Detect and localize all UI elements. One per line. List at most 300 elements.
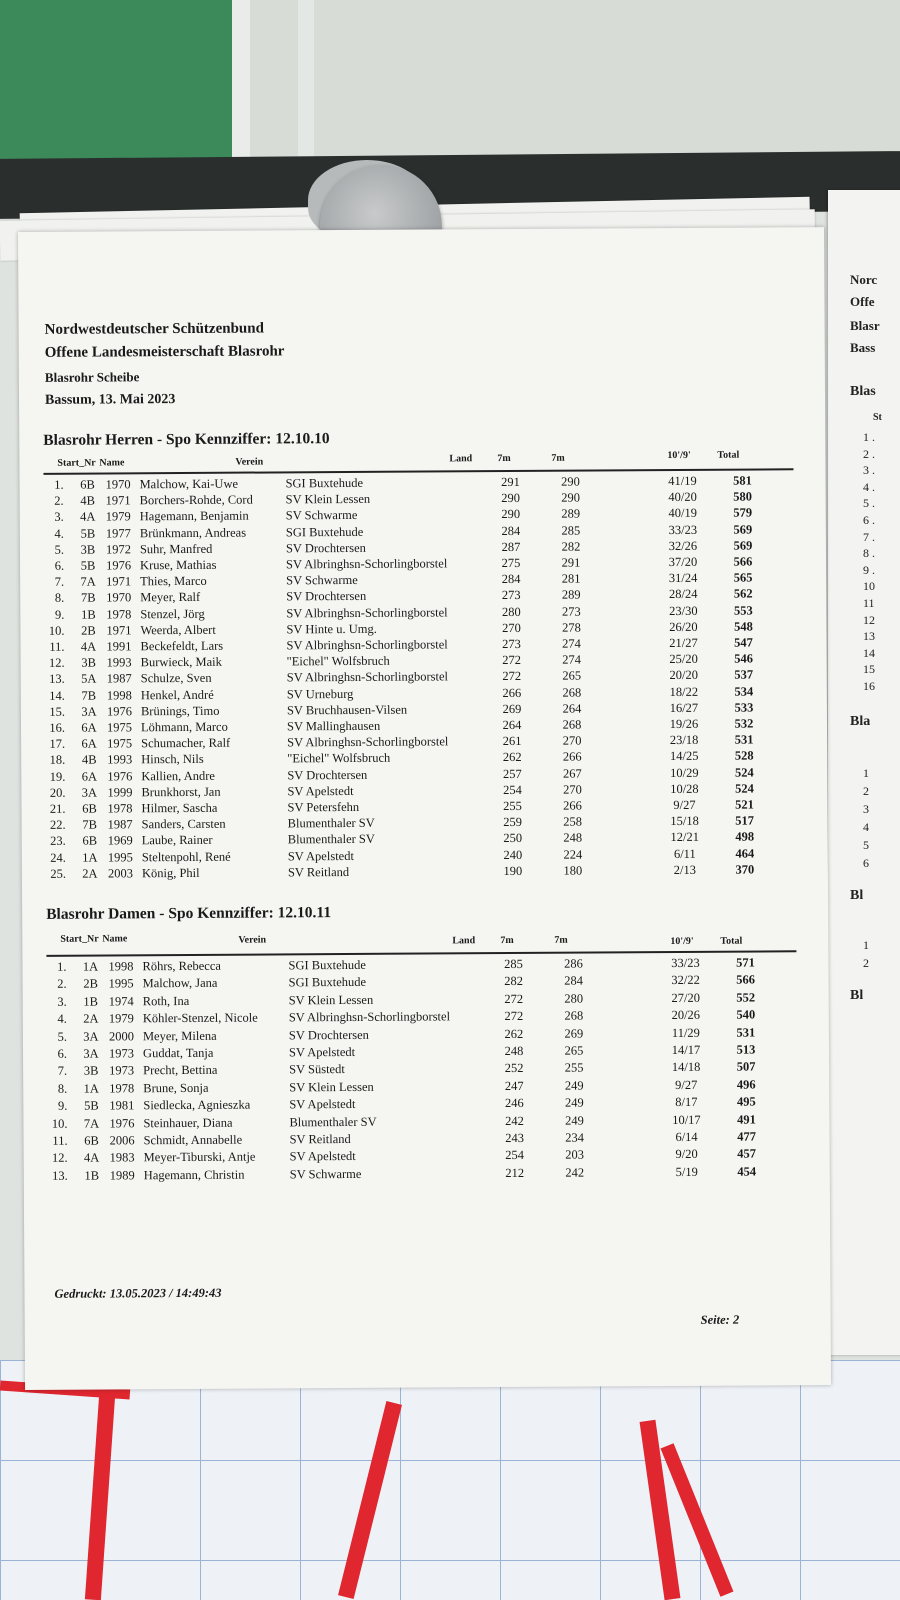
score-7m-a-cell: 259 — [503, 815, 523, 830]
birth-year-cell: 1993 — [107, 752, 133, 767]
club-cell: SV Hinte u. Umg. — [286, 621, 377, 637]
name-cell: Schumacher, Ralf — [141, 735, 231, 751]
tens-nines-cell: 20/20 — [669, 668, 698, 683]
rank-cell: 15. — [49, 704, 65, 719]
tens-nines-cell: 14/25 — [669, 749, 699, 764]
score-7m-a-cell: 190 — [503, 863, 523, 878]
adjacent-sheet-text: Bl — [850, 988, 864, 1003]
club-cell: SV Apelstedt — [288, 1044, 356, 1060]
start-number-cell: 4A — [80, 509, 96, 525]
club-cell: SV Klein Lessen — [289, 1079, 374, 1095]
club-cell: SV Apelstedt — [289, 1149, 356, 1164]
col-7m-a: 7m — [500, 934, 514, 947]
total-cell: 524 — [734, 781, 754, 796]
birth-year-cell: 1976 — [105, 558, 132, 573]
birth-year-cell: 1983 — [109, 1150, 135, 1165]
tens-nines-cell: 23/30 — [669, 603, 698, 618]
name-cell: Steltenpohl, René — [141, 849, 231, 864]
birth-year-cell: 1979 — [108, 1011, 134, 1026]
start-number-cell: 5B — [80, 558, 96, 573]
tens-nines-cell: 20/26 — [671, 1008, 701, 1023]
score-7m-b-cell: 268 — [564, 1008, 584, 1023]
rank-cell: 23. — [50, 834, 66, 849]
club-cell: "Eichel" Wolfsbruch — [286, 653, 390, 669]
start-number-cell: 2A — [82, 866, 98, 881]
tens-nines-cell: 25/20 — [669, 652, 698, 667]
adjacent-sheet-text: Bla — [850, 714, 871, 729]
adjacent-sheet-number: 16 — [863, 679, 875, 693]
rank-cell: 18. — [49, 753, 66, 768]
start-number-cell: 6A — [81, 720, 97, 735]
col-land: Land — [452, 935, 476, 947]
club-cell: SV Klein Lessen — [288, 992, 374, 1008]
start-number-cell: 3A — [83, 1029, 99, 1044]
score-7m-b-cell: 284 — [564, 973, 584, 989]
score-7m-a-cell: 287 — [501, 539, 521, 554]
score-7m-a-cell: 284 — [501, 523, 521, 538]
birth-year-cell: 2000 — [108, 1028, 134, 1044]
score-7m-b-cell: 281 — [561, 571, 581, 586]
rank-cell: 3. — [57, 994, 67, 1009]
club-cell: SGI Buxtehude — [288, 975, 367, 990]
total-cell: 534 — [734, 684, 754, 699]
score-7m-b-cell: 289 — [561, 587, 581, 603]
name-cell: Weerda, Albert — [140, 622, 216, 638]
tens-nines-cell: 32/26 — [668, 538, 698, 553]
score-7m-a-cell: 254 — [502, 782, 522, 797]
adjacent-sheet-number: 4 — [863, 820, 869, 834]
birth-year-cell: 1987 — [107, 817, 133, 832]
total-cell: 548 — [734, 619, 753, 634]
total-cell: 569 — [733, 522, 753, 537]
adjacent-sheet-number: 3 . — [863, 463, 875, 478]
name-cell: Borchers-Rohde, Cord — [139, 492, 253, 508]
club-cell: SV Albringhsn-Schorlingborstel — [286, 637, 448, 653]
rank-cell: 8. — [57, 1081, 68, 1096]
birth-year-cell: 1998 — [106, 687, 132, 703]
background-frame-post — [298, 0, 314, 160]
birth-year-cell: 1987 — [106, 671, 132, 686]
tens-nines-cell: 15/18 — [670, 814, 699, 829]
adjacent-sheet-text: St — [873, 412, 882, 423]
total-cell: 531 — [734, 732, 754, 747]
score-7m-b-cell: 282 — [561, 539, 581, 554]
birth-year-cell: 1971 — [105, 493, 131, 508]
tens-nines-cell: 14/17 — [671, 1042, 701, 1058]
score-7m-a-cell: 270 — [502, 620, 521, 635]
rank-cell: 11. — [49, 639, 65, 654]
tens-nines-cell: 12/21 — [670, 830, 699, 845]
score-7m-a-cell: 290 — [501, 491, 521, 506]
start-number-cell: 3B — [80, 542, 96, 557]
score-7m-b-cell: 248 — [563, 830, 583, 846]
adjacent-sheet-number: 14 — [863, 645, 875, 660]
birth-year-cell: 1977 — [105, 525, 131, 541]
rank-cell: 6. — [57, 1046, 68, 1061]
total-cell: 532 — [734, 716, 754, 731]
score-7m-a-cell: 262 — [504, 1026, 524, 1041]
name-cell: Guddat, Tanja — [142, 1045, 214, 1061]
score-7m-b-cell: 266 — [563, 798, 582, 813]
name-cell: Meyer, Milena — [142, 1028, 217, 1043]
total-cell: 537 — [734, 667, 754, 683]
tens-nines-cell: 16/27 — [669, 700, 699, 715]
score-7m-b-cell: 255 — [564, 1060, 584, 1076]
score-7m-a-cell: 257 — [502, 766, 522, 781]
col-ratio: 10'/9' — [667, 449, 691, 462]
birth-year-cell: 1989 — [109, 1168, 135, 1183]
total-cell: 454 — [737, 1164, 757, 1179]
birth-year-cell: 1970 — [106, 590, 132, 605]
total-cell: 547 — [734, 635, 753, 650]
start-number-cell: 6B — [82, 833, 98, 849]
name-cell: Siedlecka, Agnieszka — [143, 1097, 251, 1113]
score-7m-a-cell: 280 — [501, 604, 521, 619]
score-7m-a-cell: 246 — [504, 1096, 524, 1111]
rank-cell: 10. — [51, 1116, 68, 1131]
club-cell: SV Albringhsn-Schorlingborstel — [286, 669, 449, 685]
score-7m-b-cell: 266 — [562, 749, 582, 765]
start-number-cell: 3A — [81, 785, 98, 800]
total-cell: 507 — [736, 1059, 756, 1075]
score-7m-a-cell: 269 — [502, 701, 522, 716]
tens-nines-cell: 37/20 — [668, 554, 698, 570]
total-cell: 521 — [735, 797, 754, 812]
discipline-title: Blasrohr Scheibe — [44, 369, 140, 385]
birth-year-cell: 1999 — [107, 785, 133, 800]
rank-cell: 22. — [49, 817, 66, 833]
rank-cell: 2. — [54, 493, 64, 508]
club-cell: SV Schwarme — [286, 573, 358, 588]
tens-nines-cell: 10/17 — [672, 1112, 701, 1127]
birth-year-cell: 1998 — [108, 959, 134, 974]
birth-year-cell: 1972 — [105, 542, 131, 557]
birth-year-cell: 1995 — [107, 849, 133, 865]
tens-nines-cell: 27/20 — [671, 990, 700, 1005]
adjacent-sheet-number: 2 — [863, 956, 869, 970]
start-number-cell: 7B — [82, 817, 97, 832]
adjacent-sheet-number: 6 — [863, 856, 869, 870]
score-7m-b-cell: 234 — [565, 1130, 584, 1145]
score-7m-a-cell: 243 — [505, 1130, 524, 1146]
tens-nines-cell: 31/24 — [668, 571, 698, 586]
total-cell: 517 — [735, 813, 755, 828]
table-row — [24, 1164, 814, 1186]
rank-cell: 14. — [49, 688, 65, 703]
rank-cell: 11. — [52, 1133, 68, 1148]
total-cell: 495 — [736, 1094, 756, 1109]
birth-year-cell: 1970 — [105, 477, 131, 492]
start-number-cell: 6A — [81, 769, 98, 784]
score-7m-a-cell: 252 — [504, 1061, 524, 1076]
name-cell: Laube, Rainer — [141, 833, 213, 848]
background-green-panel — [0, 0, 235, 165]
results-sheet — [18, 227, 831, 1390]
start-number-cell: 7B — [80, 590, 96, 606]
background-frame-post — [232, 0, 250, 160]
score-7m-a-cell: 282 — [504, 974, 524, 989]
score-7m-b-cell: 242 — [565, 1165, 585, 1180]
birth-year-cell: 1993 — [106, 655, 132, 670]
score-7m-b-cell: 264 — [562, 701, 582, 716]
birth-year-cell: 1995 — [108, 976, 134, 991]
adjacent-sheet-number: 3 — [863, 802, 869, 816]
total-cell: 565 — [733, 570, 753, 585]
birth-year-cell: 1975 — [106, 720, 133, 735]
start-number-cell: 1B — [80, 607, 96, 622]
birth-year-cell: 1978 — [106, 606, 132, 622]
score-7m-a-cell: 247 — [504, 1078, 524, 1093]
start-number-cell: 5B — [83, 1098, 99, 1113]
col-start-nr: Start_Nr — [60, 933, 99, 945]
start-number-cell: 4A — [80, 639, 97, 654]
col-7m-a: 7m — [497, 452, 511, 465]
score-7m-b-cell: 249 — [564, 1095, 584, 1110]
name-cell: Sanders, Carsten — [141, 816, 226, 832]
tens-nines-cell: 19/26 — [669, 716, 699, 732]
start-number-cell: 3A — [83, 1046, 99, 1061]
grid-paper — [0, 1360, 900, 1600]
total-cell: 531 — [736, 1025, 756, 1040]
rank-cell: 25. — [50, 866, 66, 881]
rank-cell: 8. — [54, 591, 65, 606]
score-7m-b-cell: 270 — [562, 733, 582, 748]
score-7m-b-cell: 278 — [562, 620, 581, 635]
tens-nines-cell: 40/20 — [668, 490, 697, 505]
total-cell: 540 — [736, 1007, 756, 1022]
start-number-cell: 2B — [83, 976, 98, 992]
rank-cell: 16. — [49, 720, 66, 735]
total-cell: 566 — [736, 972, 756, 988]
score-7m-a-cell: 262 — [502, 750, 522, 765]
rank-cell: 17. — [49, 736, 66, 752]
adjacent-sheet-number: 12 — [863, 612, 875, 627]
club-cell: SV Albringhsn-Schorlingborstel — [285, 556, 448, 572]
rank-cell: 3. — [54, 510, 64, 525]
rank-cell: 5. — [54, 542, 64, 557]
score-7m-b-cell: 270 — [562, 782, 582, 797]
club-cell: SV Drochtersen — [285, 540, 366, 556]
start-number-cell: 7A — [83, 1116, 100, 1131]
adjacent-sheet-number: 5 . — [863, 496, 875, 511]
total-cell: 562 — [733, 586, 753, 602]
name-cell: Stenzel, Jörg — [140, 606, 205, 621]
club-cell: Blumenthaler SV — [287, 832, 375, 847]
tens-nines-cell: 10/28 — [670, 781, 699, 796]
club-cell: SV Schwarme — [289, 1166, 362, 1182]
score-7m-b-cell: 273 — [561, 604, 581, 619]
rank-cell: 4. — [54, 526, 64, 541]
club-cell: SV Reitland — [289, 1131, 351, 1147]
club-cell: SV Albringhsn-Schorlingborstel — [286, 604, 448, 620]
club-cell: SV Mallinghausen — [286, 718, 381, 734]
score-7m-a-cell: 250 — [503, 831, 523, 846]
name-cell: Brünkmann, Andreas — [139, 525, 247, 540]
score-7m-b-cell: 265 — [562, 668, 582, 684]
name-cell: Kruse, Mathias — [139, 557, 217, 573]
birth-year-cell: 2006 — [109, 1133, 135, 1148]
score-7m-a-cell: 272 — [502, 669, 522, 684]
name-cell: Meyer, Ralf — [140, 590, 201, 605]
rank-cell: 19. — [49, 769, 66, 784]
adjacent-sheet-number: 4 . — [863, 479, 875, 494]
tens-nines-cell: 6/11 — [673, 846, 696, 861]
start-number-cell: 7B — [81, 688, 97, 703]
tens-nines-cell: 26/20 — [669, 619, 698, 634]
start-number-cell: 6B — [80, 477, 95, 492]
score-7m-b-cell: 267 — [562, 766, 582, 781]
organizer-title: Nordwestdeutscher Schützenbund — [44, 320, 264, 338]
total-cell: 464 — [735, 846, 755, 861]
total-cell: 524 — [734, 765, 754, 780]
tens-nines-cell: 23/18 — [669, 733, 699, 748]
club-cell: SV Petersfehn — [287, 799, 360, 815]
club-cell: SV Drochtersen — [287, 767, 368, 782]
birth-year-cell: 1973 — [109, 1063, 135, 1078]
adjacent-sheet-number: 10 — [863, 579, 875, 594]
adjacent-sheet-number: 8 . — [863, 546, 875, 561]
score-7m-a-cell: 212 — [505, 1165, 525, 1180]
col-total: Total — [717, 449, 740, 461]
tens-nines-cell: 41/19 — [668, 473, 697, 489]
club-cell: SV Süstedt — [289, 1062, 345, 1077]
start-number-cell: 4B — [80, 493, 95, 508]
birth-year-cell: 1976 — [106, 704, 132, 719]
tens-nines-cell: 8/17 — [675, 1095, 698, 1110]
score-7m-b-cell: 286 — [564, 956, 583, 971]
name-cell: Henkel, André — [140, 687, 214, 702]
tens-nines-cell: 10/29 — [670, 765, 699, 780]
score-7m-a-cell: 261 — [502, 734, 522, 749]
total-cell: 528 — [734, 748, 754, 764]
score-7m-b-cell: 224 — [563, 847, 583, 862]
col-name: Name — [99, 457, 125, 469]
total-cell: 513 — [736, 1042, 756, 1057]
birth-year-cell: 1971 — [106, 574, 132, 589]
name-cell: Schulze, Sven — [140, 671, 212, 686]
birth-year-cell: 1975 — [107, 736, 133, 751]
name-cell: Precht, Bettina — [143, 1063, 218, 1078]
tens-nines-cell: 9/27 — [673, 797, 696, 813]
col-verein: Verein — [235, 456, 264, 468]
rank-cell: 10. — [48, 623, 65, 638]
event-title: Offene Landesmeisterschaft Blasrohr — [44, 343, 285, 361]
total-cell: 581 — [733, 473, 752, 488]
table-row — [22, 862, 812, 884]
score-7m-b-cell: 265 — [564, 1043, 584, 1058]
adjacent-sheet-number: 6 . — [863, 513, 875, 527]
name-cell: Steinhauer, Diana — [143, 1115, 233, 1130]
score-7m-b-cell: 180 — [563, 863, 583, 878]
birth-year-cell: 2003 — [107, 866, 133, 881]
club-cell: SV Apelstedt — [289, 1097, 356, 1112]
name-cell: Hinsch, Nils — [141, 752, 204, 767]
club-cell: SV Drochtersen — [286, 589, 367, 604]
col-land: Land — [449, 453, 473, 465]
club-cell: SV Albringhsn-Schorlingborstel — [287, 734, 449, 750]
name-cell: Kallien, Andre — [141, 768, 215, 783]
col-7m-b: 7m — [551, 452, 565, 464]
birth-year-cell: 1978 — [109, 1081, 135, 1096]
tens-nines-cell: 9/20 — [675, 1147, 698, 1162]
start-number-cell: 3B — [83, 1063, 99, 1079]
rank-cell: 1. — [54, 477, 64, 492]
total-cell: 491 — [737, 1112, 756, 1127]
score-7m-b-cell: 285 — [561, 523, 581, 538]
adjacent-sheet-number: 15 — [863, 662, 875, 677]
start-number-cell: 1B — [84, 1168, 100, 1183]
total-cell: 477 — [737, 1129, 756, 1144]
adjacent-sheet-number: 1 — [863, 938, 869, 952]
score-7m-b-cell: 290 — [561, 490, 581, 505]
score-7m-a-cell: 284 — [501, 572, 521, 587]
name-cell: König, Phil — [141, 865, 200, 881]
score-7m-a-cell: 272 — [504, 991, 524, 1006]
tens-nines-cell: 21/27 — [669, 635, 698, 651]
adjacent-sheet-text: Bass — [850, 340, 876, 355]
total-cell: 566 — [733, 554, 753, 569]
tens-nines-cell: 28/24 — [668, 587, 698, 602]
start-number-cell: 5B — [80, 526, 96, 541]
birth-year-cell: 1969 — [107, 833, 133, 848]
birth-year-cell: 1976 — [107, 768, 133, 784]
start-number-cell: 2B — [81, 623, 96, 638]
rank-cell: 9. — [57, 1098, 68, 1113]
club-cell: SV Albringhsn-Schorlingborstel — [288, 1009, 451, 1025]
adjacent-sheet-text: Norc — [850, 272, 878, 287]
col-start-nr: Start_Nr — [57, 457, 96, 469]
rank-cell: 9. — [54, 607, 65, 622]
printed-timestamp: Gedruckt: 13.05.2023 / 14:49:43 — [54, 1285, 222, 1301]
score-7m-b-cell: 289 — [561, 506, 581, 522]
club-cell: SGI Buxtehude — [288, 957, 366, 973]
club-cell: SV Drochtersen — [288, 1027, 369, 1042]
start-number-cell: 6B — [84, 1133, 99, 1148]
score-7m-a-cell: 285 — [504, 956, 523, 972]
club-cell: SGI Buxtehude — [285, 524, 364, 539]
adjacent-sheet-text: Bl — [850, 888, 864, 903]
score-7m-b-cell: 249 — [565, 1113, 584, 1128]
score-7m-a-cell: 291 — [501, 474, 520, 490]
birth-year-cell: 1971 — [106, 623, 132, 638]
club-cell: SV Reitland — [287, 864, 350, 880]
birth-year-cell: 1978 — [107, 801, 133, 816]
score-7m-b-cell: 280 — [564, 991, 584, 1006]
name-cell: Köhler-Stenzel, Nicole — [142, 1010, 258, 1026]
score-7m-a-cell: 273 — [502, 636, 521, 652]
score-7m-a-cell: 254 — [505, 1148, 525, 1163]
rank-cell: 13. — [52, 1168, 68, 1183]
club-cell: SV Apelstedt — [287, 783, 354, 799]
name-cell: Hilmer, Sascha — [141, 800, 218, 816]
score-7m-b-cell: 268 — [562, 685, 582, 700]
start-number-cell: 4B — [81, 752, 97, 768]
club-cell: SV Bruchhausen-Vilsen — [286, 702, 408, 718]
score-7m-a-cell: 290 — [501, 507, 521, 522]
rank-cell: 2. — [57, 977, 67, 992]
name-cell: Malchow, Jana — [142, 976, 218, 991]
name-cell: Löhmann, Marco — [140, 719, 228, 735]
adjacent-sheet-text: Blasr — [850, 318, 880, 333]
start-number-cell: 3B — [81, 655, 96, 670]
start-number-cell: 1A — [82, 959, 99, 974]
col-7m-b: 7m — [554, 934, 568, 946]
total-cell: 553 — [733, 603, 753, 618]
total-cell: 546 — [734, 651, 754, 666]
adjacent-sheet-number: 1 . — [863, 430, 875, 444]
score-7m-b-cell: 258 — [563, 814, 583, 829]
name-cell: Hagemann, Benjamin — [139, 508, 249, 524]
